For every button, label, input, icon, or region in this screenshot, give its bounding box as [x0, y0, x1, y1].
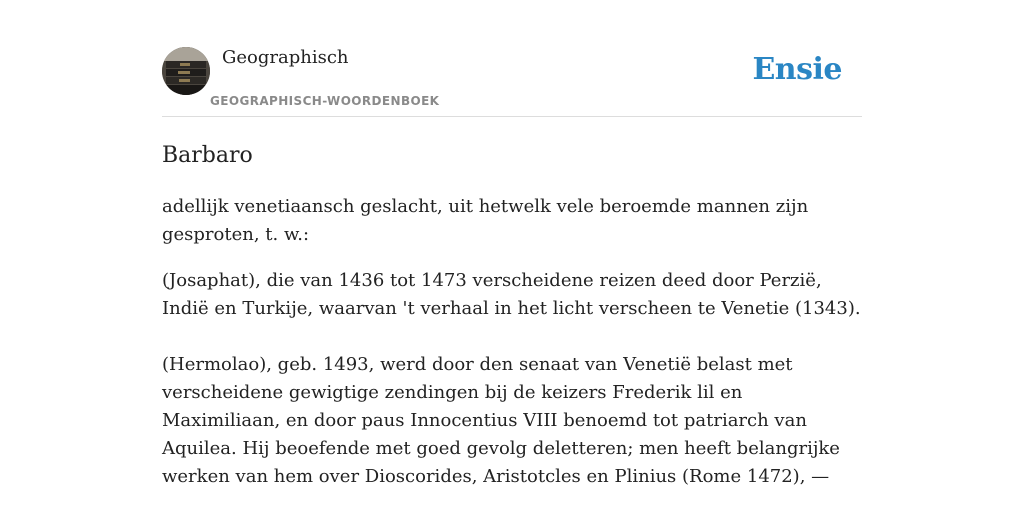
- book-spines-icon: [162, 47, 210, 95]
- brand-logo[interactable]: Ensie: [752, 52, 842, 87]
- page-container: [162, 0, 862, 512]
- article-paragraph: (Hermolao), geb. 1493, werd door den senaat van Venetië belast met verscheidene gewigtige zendingen bij de keizers Frederik lil en Maximiliaan, en door paus Innocentius VIII benoemd tot patriarch van Aquilea. Hij beoefende met goed gevolg deletteren; men heeft belangrijke werken van hem over Dioscorides, Aristotcles en Plinius (Rome 1472), —: [162, 354, 840, 487]
- page-header: [162, 0, 862, 117]
- avatar[interactable]: [162, 47, 210, 95]
- article-title: Barbaro: [162, 143, 253, 168]
- site-tag[interactable]: GEOGRAPHISCH-WOORDENBOEK: [210, 94, 440, 108]
- article-paragraph: adellijk venetiaansch geslacht, uit hetwelk vele beroemde mannen zijn gesproten, t. w.:: [162, 196, 809, 245]
- site-name[interactable]: Geographisch: [222, 47, 349, 68]
- article-paragraph: (Josaphat), die van 1436 tot 1473 verscheidene reizen deed door Perzië, Indië en Turkije, waarvan 't verhaal in het licht verscheen te Venetie (1343).: [162, 270, 861, 319]
